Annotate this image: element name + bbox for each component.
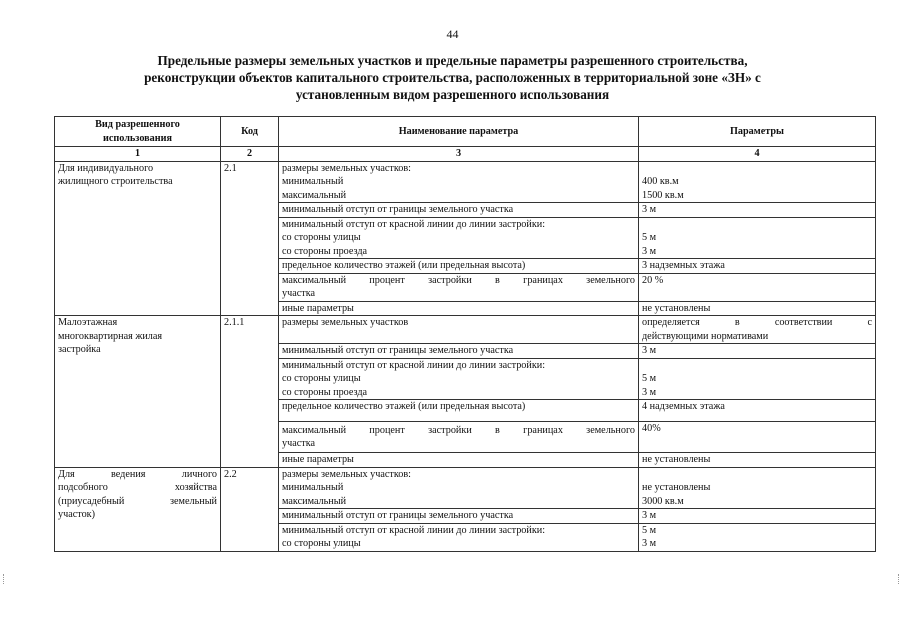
column-number: 1 <box>55 147 221 162</box>
table-row <box>55 316 876 344</box>
code-cell: 2.1 <box>221 161 279 316</box>
table-header-row <box>55 117 876 147</box>
parameter-value-cell: не установлены <box>639 301 876 316</box>
parameter-name-cell: минимальный отступ от красной линии до линии застройки: со стороны улицы со стороны проезда <box>279 217 639 259</box>
code-cell: 2.1.1 <box>221 316 279 468</box>
header-parameters: Параметры <box>639 117 876 147</box>
parameter-value-cell: 40% <box>639 422 876 453</box>
parameter-value-cell: 20 % <box>639 273 876 301</box>
parameter-value-cell: 3 м <box>639 344 876 359</box>
scan-edge-mark <box>3 574 6 584</box>
parameter-name-cell: максимальный процент застройки в границах земельного участка <box>279 422 639 453</box>
parameter-value-cell: 5 м 3 м <box>639 523 876 551</box>
page-number: 44 <box>446 27 459 41</box>
table-row <box>55 161 876 203</box>
use-type-cell: Малоэтажная многоквартирная жилая застройка <box>55 316 221 468</box>
parameter-name-cell: размеры земельных участков: минимальный максимальный <box>279 161 639 203</box>
use-type-cell: Для ведения личного подсобного хозяйства (приусадебный земельный участок) <box>55 467 221 551</box>
parameter-value-cell: определяется в соответствии с действующими нормативами <box>639 316 876 344</box>
column-number-row <box>55 147 876 162</box>
parameter-value-cell: 3 м <box>639 203 876 218</box>
parameter-name-cell: минимальный отступ от границы земельного участка <box>279 509 639 524</box>
parameter-value-cell: не установлены 3000 кв.м <box>639 467 876 509</box>
column-number: 4 <box>639 147 876 162</box>
parameter-name-cell: иные параметры <box>279 453 639 468</box>
parameter-name-cell: размеры земельных участков <box>279 316 639 344</box>
parameter-value-cell: 400 кв.м 1500 кв.м <box>639 161 876 203</box>
title-line-2: реконструкции объектов капитального строительства, расположенных в территориальной зоне «ЗН» с <box>144 70 761 85</box>
parameter-name-cell: иные параметры <box>279 301 639 316</box>
code-cell: 2.2 <box>221 467 279 551</box>
parameter-value-cell: 5 м 3 м <box>639 358 876 400</box>
table-row <box>55 467 876 509</box>
parameter-value-cell: не установлены <box>639 453 876 468</box>
column-number: 2 <box>221 147 279 162</box>
parameters-table <box>54 116 876 552</box>
parameter-name-cell: предельное количество этажей (или предельная высота) <box>279 259 639 274</box>
header-parameter-name: Наименование параметра <box>279 117 639 147</box>
parameter-name-cell: минимальный отступ от красной линии до линии застройки: со стороны улицы со стороны проезда <box>279 358 639 400</box>
parameter-name-cell: минимальный отступ от красной линии до линии застройки: со стороны улицы <box>279 523 639 551</box>
column-number: 3 <box>279 147 639 162</box>
title-line-3: установленным видом разрешенного использования <box>295 87 610 102</box>
parameter-value-cell: 5 м 3 м <box>639 217 876 259</box>
scan-edge-mark <box>898 574 901 584</box>
header-code: Код <box>221 117 279 147</box>
header-use-type: Вид разрешенного использования <box>55 117 221 147</box>
document-title <box>40 52 865 103</box>
parameter-name-cell: максимальный процент застройки в границах земельного участка <box>279 273 639 301</box>
parameter-name-cell: минимальный отступ от границы земельного участка <box>279 344 639 359</box>
parameter-name-cell: минимальный отступ от границы земельного участка <box>279 203 639 218</box>
use-type-cell: Для индивидуального жилищного строительства <box>55 161 221 316</box>
parameter-value-cell: 3 м <box>639 509 876 524</box>
title-line-1: Предельные размеры земельных участков и предельные параметры разрешенного строительства, <box>157 53 748 68</box>
parameter-value-cell: 3 надземных этажа <box>639 259 876 274</box>
parameter-value-cell: 4 надземных этажа <box>639 400 876 422</box>
parameter-name-cell: размеры земельных участков: минимальный максимальный <box>279 467 639 509</box>
parameter-name-cell: предельное количество этажей (или предельная высота) <box>279 400 639 422</box>
